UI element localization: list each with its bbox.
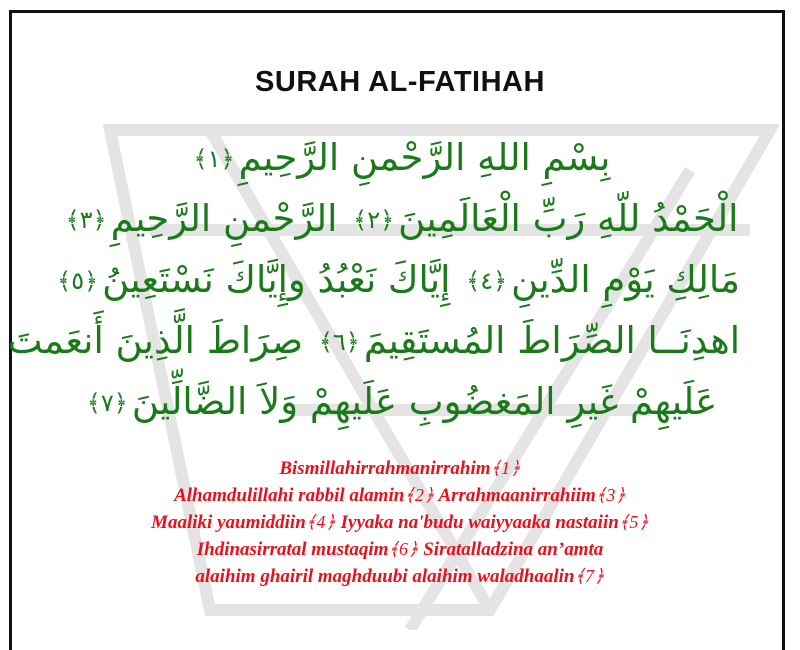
- verse-text: Alhamdulillahi rabbil alamin: [174, 485, 405, 506]
- verse-number-marker: ﴿ ٢ ﴾: [353, 191, 394, 250]
- verse-text: الرَّحْمنِ الرَّحِيمِ: [110, 197, 338, 240]
- verse-text: Arrahmaanirrahiim: [438, 485, 596, 506]
- verse-number-marker: ﴾ 5 ﴿: [619, 509, 649, 536]
- arabic-verse-line: [7, 311, 740, 372]
- verse-number-marker: ﴿ ٧ ﴾: [87, 374, 128, 433]
- verse-text: بِسْمِ اللهِ الرَّحْمنِ الرَّحِيمِ: [238, 136, 611, 179]
- verse-text: إِيَّاكَ نَعْبُدُ وإِيَّاكَ نَسْتَعِينُ: [102, 258, 451, 301]
- transliteration-line: [60, 455, 740, 482]
- verse-number-marker: ﴾ 4 ﴿: [306, 509, 336, 536]
- transliteration-line: [60, 563, 740, 590]
- verse-text: Iyyaka na'budu waiyyaaka nastaiin: [340, 512, 619, 533]
- verse-text: Siratalladzina an’amta: [423, 539, 604, 560]
- transliteration-block: [60, 455, 740, 590]
- verse-text: صِرَاطَ الَّذِينَ أَنعَمتَ: [7, 319, 304, 362]
- verse-number-marker: ﴾ 6 ﴿: [388, 536, 418, 563]
- verse-number-marker: ﴾ 1 ﴿: [491, 455, 521, 482]
- verse-text: Bismillahirrahmanirrahim: [279, 458, 491, 479]
- arabic-verse-line: [60, 372, 740, 433]
- verse-text: مَالِكِ يَوْمِ الدِّينِ: [511, 258, 740, 301]
- verse-number-marker: ﴾ 7 ﴿: [574, 563, 604, 590]
- verse-number-marker: ﴾ 3 ﴿: [596, 482, 626, 509]
- arabic-text-block: [7, 128, 740, 433]
- transliteration-line: [60, 482, 740, 509]
- verse-text: عَلَيهِمْ غَيرِ المَغضُوبِ عَلَيهِمْ وَلاَ الضَّالِّينَ: [131, 380, 718, 423]
- transliteration-line: [60, 509, 740, 536]
- verse-text: alaihim ghairil maghduubi alaihim waladhaalin: [195, 566, 575, 587]
- arabic-verse-line: [60, 189, 740, 250]
- verse-number-marker: ﴿ ١ ﴾: [194, 130, 235, 189]
- verse-number-marker: ﴿ ٣ ﴾: [66, 191, 107, 250]
- verse-text: الْحَمْدُ للّهِ رَبِّ الْعَالَمِينَ: [398, 197, 739, 240]
- surah-title: SURAH AL-FATIHAH: [255, 66, 545, 98]
- arabic-verse-line: [60, 250, 740, 311]
- verse-number-marker: ﴿ ٤ ﴾: [466, 252, 507, 311]
- verse-text: Ihdinasirratal mustaqim: [196, 539, 389, 560]
- arabic-verse-line: [60, 128, 740, 189]
- verse-text: اهدِنَــا الصِّرَاطَ المُستَقِيمَ: [363, 319, 740, 362]
- verse-number-marker: ﴾ 2 ﴿: [404, 482, 434, 509]
- verse-number-marker: ﴿ ٥ ﴾: [57, 252, 98, 311]
- verse-number-marker: ﴿ ٦ ﴾: [319, 313, 360, 372]
- transliteration-line: [60, 536, 740, 563]
- verse-text: Maaliki yaumiddiin: [151, 512, 306, 533]
